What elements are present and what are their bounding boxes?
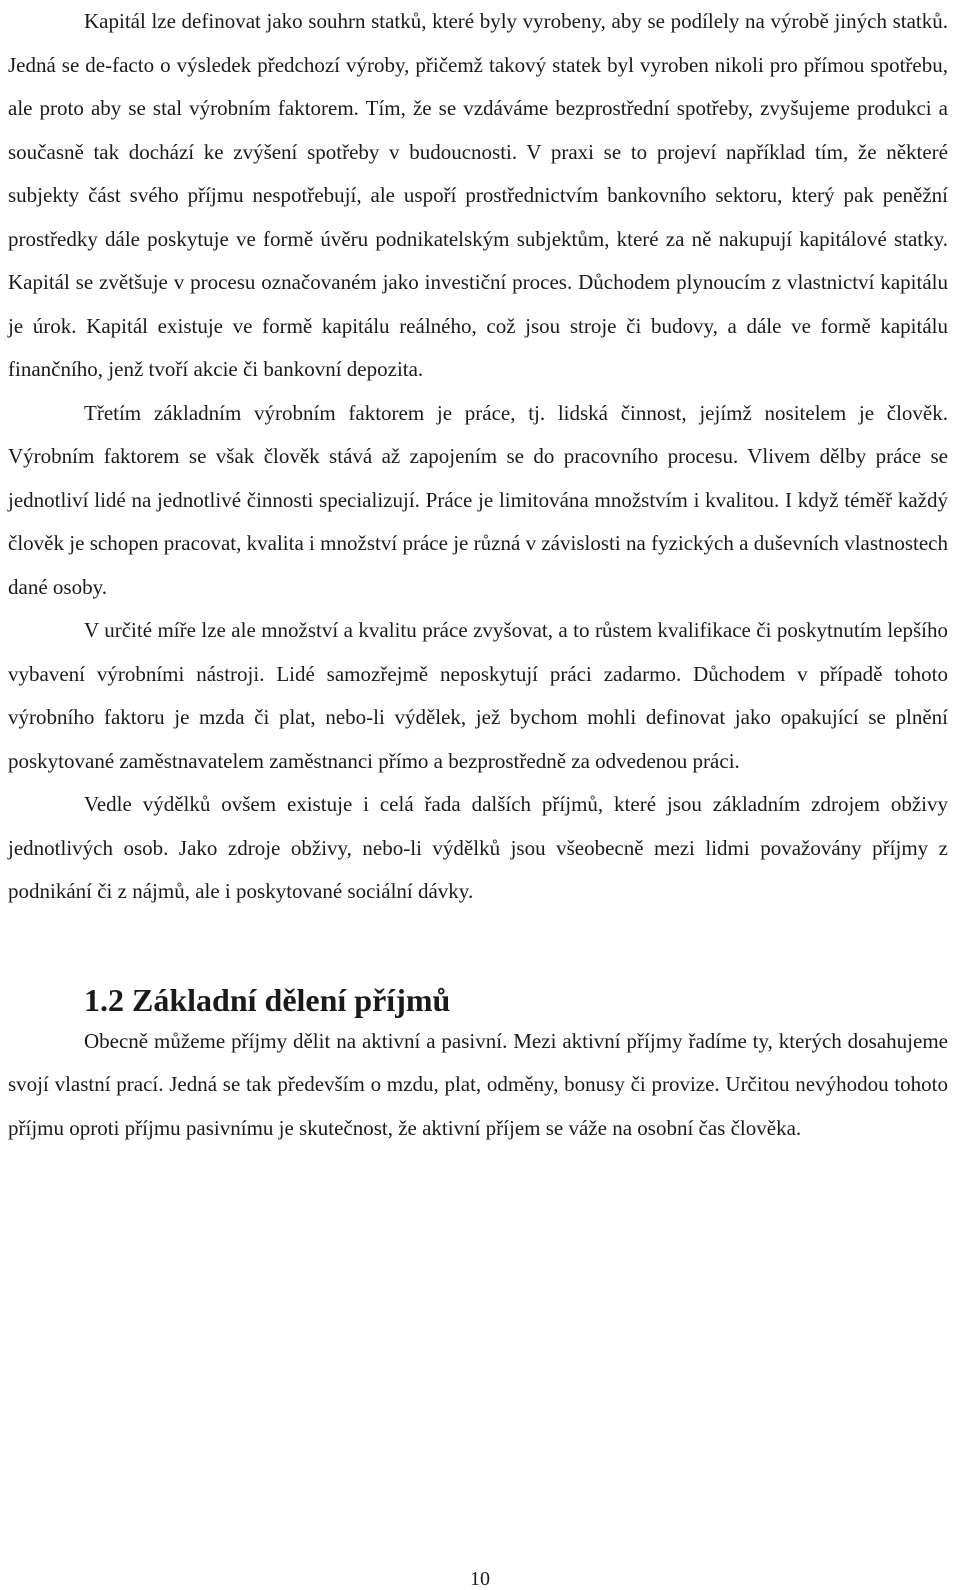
section-heading bbox=[8, 980, 948, 1020]
section-title: Základní dělení příjmů bbox=[132, 981, 451, 1018]
paragraph-labor-quality: V určité míře lze ale množství a kvalitu práce zvyšovat, a to růstem kvalifikace či poskytnutím lepšího vybavení výrobními nástroji. Lidé samozřejmě neposkytují práci zadarmo. Důchodem v případě tohoto výrobního faktoru je mzda či plat, nebo-li výdělek, jež bychom mohli definovat jako opakující se plnění poskytované zaměstnavatelem zaměstnanci přímo a bezprostředně za odvedenou práci. bbox=[8, 618, 948, 773]
paragraph-capital: Kapitál lze definovat jako souhrn statků, které byly vyrobeny, aby se podílely na výrobě jiných statků. Jedná se de-facto o výsledek předchozí výroby, přičemž takový statek byl vyroben nikoli pro přímou spotřebu, ale proto aby se stal výrobním faktorem. Tím, že se vzdáváme bezprostřední spotřeby, zvyšujeme produkci a současně tak dochází ke zvýšení spotřeby v budoucnosti. V praxi se to projeví například tím, že některé subjekty část svého příjmu nespotřebují, ale uspoří prostřednictvím bankovního sektoru, který pak peněžní prostředky dále poskytuje ve formě úvěru podnikatelským subjektům, které za ně nakupují kapitálové statky. Kapitál se zvětšuje v procesu označovaném jako investiční proces. Důchodem plynoucím z vlastnictví kapitálu je úrok. Kapitál existuje ve formě kapitálu reálného, což jsou stroje či budovy, a dále ve formě kapitálu finančního, jenž tvoří akcie či bankovní depozita. bbox=[8, 9, 948, 381]
section-number: 1.2 bbox=[84, 981, 124, 1018]
document-page bbox=[8, 0, 948, 1150]
paragraph-labor: Třetím základním výrobním faktorem je práce, tj. lidská činnost, jejímž nositelem je člověk. Výrobním faktorem se však člověk stává až zapojením se do pracovního procesu. Vlivem dělby práce se jednotliví lidé na jednotlivé činnosti specializují. Práce je limitována množstvím i kvalitou. I když téměř každý člověk je schopen pracovat, kvalita i množství práce je různá v závislosti na fyzických a duševních vlastnostech dané osoby. bbox=[8, 400, 948, 599]
paragraph-other-income: Vedle výdělků ovšem existuje i celá řada dalších příjmů, které jsou základním zdrojem obživy jednotlivých osob. Jako zdroje obživy, nebo-li výdělků jsou všeobecně mezi lidmi považovány příjmy z podnikání či z nájmů, ale i poskytované sociální dávky. bbox=[8, 792, 948, 903]
paragraph-income-types: Obecně můžeme příjmy dělit na aktivní a pasivní. Mezi aktivní příjmy řadíme ty, kterých dosahujeme svojí vlastní prací. Jedná se tak především o mzdu, plat, odměny, bonusy či provize. Určitou nevýhodou tohoto příjmu oproti příjmu pasivnímu je skutečnost, že aktivní příjem se váže na osobní čas člověka. bbox=[8, 1028, 948, 1140]
page-number: 10 bbox=[470, 1568, 490, 1590]
